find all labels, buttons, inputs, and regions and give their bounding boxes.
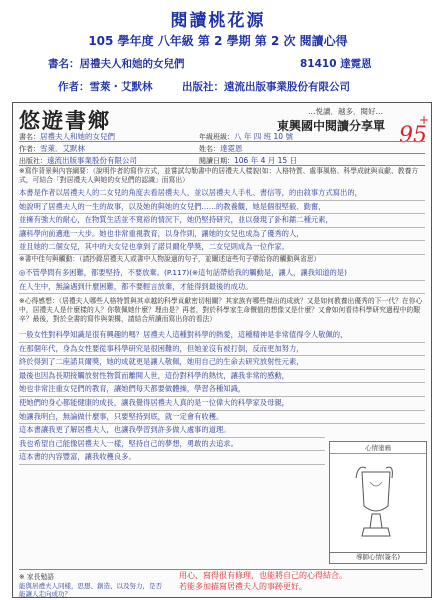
text-line: 並擁有強大的耐心，在物質生活並不寬裕的情況下，她仍堅持研究，並以發現了釙和鐳二種元素， xyxy=(19,214,425,228)
section-background-prompt: ※寫作背景與內容綱要：（說明作者的寫作方式，並嘗試勾勒書中的居禮夫人樣貌(如：人格特質、處事風格、科學成就與貢獻、教養方式，可結合「對居禮夫人與她的女兒們的認識」而寫出） xyxy=(19,167,419,184)
section-background-lines xyxy=(19,187,425,255)
row1-label: 書名： xyxy=(19,133,40,141)
row3-label: 出版社： xyxy=(19,157,47,165)
sheet-title: 東興國中閱讀分享單 xyxy=(276,119,385,133)
text-line: 這本書的內容豐富，讓我收穫良多。 xyxy=(19,451,325,465)
divider xyxy=(19,141,425,142)
text-line: 在人生中，無論遇到什麼困難，都不要輕言放棄，才能得到最後的成功。 xyxy=(19,281,425,295)
text-line: 最後也因為長期接觸放射性物質而離開人世，這份對科學的熱忱，讓我非常的感動， xyxy=(19,370,425,384)
text-line: 讓科學向前邁進一大步。她也非常重視教育，以身作則，讓她的女兒也成為了優秀的人， xyxy=(19,228,425,242)
comment-text: 能與居禮夫人同樣，思想、創造、以及努力，是否能讓人走向成功？ xyxy=(19,582,162,598)
row1-right-label: 年級班級： xyxy=(199,133,234,141)
doodle-label: 心情塗鴉 xyxy=(330,442,426,454)
text-line: 她讓我明白，無論做什麼事，只要堅持到底，就一定會有收穫。 xyxy=(19,411,425,425)
teacher-note-line: 若能多加描寫居禮夫人的事跡更好。 xyxy=(179,582,307,591)
text-line: ◎不管學問有多困難，都要堅持，不要放棄。(P.117)(※這句話帶給我的觸動是，讓人，讓我知道的是) xyxy=(19,267,425,281)
student-info: 81410 達霓恩 xyxy=(300,58,372,70)
text-line: 一般女性對科學知識是很有興趣的嗎？居禮夫人這種對科學的熱愛，這種精神是非常值得令人敬佩的， xyxy=(19,329,425,343)
row1-right-value: 八 年 四 班 10 號 xyxy=(234,132,293,141)
row3-value: 遠流出版事業股份有限公司 xyxy=(47,156,137,165)
row2-right-value: 達霓恩 xyxy=(220,144,243,153)
page-title: 閱讀桃花源 xyxy=(170,11,266,31)
row2-label: 作者： xyxy=(19,145,40,153)
text-line: 在那個年代，身為女性要從事科學研究是很困難的，但她並沒有被打倒，反而更加努力， xyxy=(19,343,425,357)
reading-sheet xyxy=(12,102,432,598)
text-line: 這本書讓我更了解居禮夫人，也讓我學習到許多做人處事的道理。 xyxy=(19,424,325,438)
doodle-box xyxy=(329,441,427,553)
row3-right-value: 106 年 4 月 15 日 xyxy=(234,156,298,165)
row2-right-label: 姓名： xyxy=(199,145,220,153)
row1-value: 居禮夫人和她的女兒們 xyxy=(40,132,115,141)
score-plus: + xyxy=(418,113,429,127)
divider xyxy=(19,165,425,166)
text-line: 她說明了居禮夫人的一生的故事，以及她的與她的女兒們……的教養觀，她是個很堅毅、勤奮， xyxy=(19,201,425,215)
book-title: 書名：居禮夫人和她的女兒們 xyxy=(48,58,185,70)
score: 95 xyxy=(399,123,427,148)
teacher-sign-label: 導師心情(簽名) xyxy=(329,551,427,564)
teacher-note-line: 用心、寫得很有條理，也能將自己的心得結合。 xyxy=(179,571,347,580)
row2-value: 雪萊．艾默林 xyxy=(40,144,85,153)
row3-right-label: 閱讀日期： xyxy=(199,157,234,165)
divider xyxy=(19,153,425,154)
section-reflection-prompt: ※心得感想：（居禮夫人哪些人格特質與其卓越的科學貢獻密切相關？其家族有哪些傑出的成就？又是如何教養出優秀的下一代？在你心中，居禮夫人是什麼樣的人？你敬佩她什麼？理由是？再者，對於科學家生命價值的想像又是什麼？又會如何看待科學研究過程中的艱辛？最後，對於全書的寫作與架構，請結合所讀而寫出你的看法） xyxy=(19,297,423,323)
section-quotes-prompt: ※書中佳句與觸動：（請抄錄居禮夫人或書中人物說過的句子，並闡述這些句子帶給你的觸動與省思） xyxy=(19,255,321,263)
publisher-info: 出版社：遠流出版事業股份有限公司 xyxy=(182,81,350,93)
text-line: 使她們的身心都能健康的成長，讓我覺得居禮夫人真的是一位偉大的科學家及母親， xyxy=(19,397,425,411)
text-line: 終於得到了二座諾貝爾獎，她的成就更是讓人敬佩，她用自己的生命去研究放射性元素， xyxy=(19,356,425,370)
author-info: 作者：雪萊・艾默林 xyxy=(58,81,153,93)
trophy-doodle-icon xyxy=(330,454,426,550)
sheet-logo: 悠遊書鄉 xyxy=(19,108,111,133)
text-line: 並且她的二個女兒，其中的大女兒也拿到了諾貝爾化學獎，二女兒則成為一位作家。 xyxy=(19,241,425,255)
sheet-slogan: …悦讀．越多．閱好… xyxy=(308,107,383,116)
text-line: 本書是作者以居禮夫人的二女兒的角度去看居禮夫人，並以居禮夫人手札、書信等，的由敘事方式寫出的， xyxy=(19,187,425,201)
text-line: 我也希望自己能像居禮夫人一樣，堅持自己的夢想，勇敢的去追求。 xyxy=(19,438,325,452)
teacher-note xyxy=(179,570,419,592)
page-subtitle: 105 學年度 八年級 第 2 學期 第 2 次 閱讀心得 xyxy=(88,34,348,48)
comment-section xyxy=(19,569,423,598)
text-line: 她也非常注重女兒們的教育，讓她們每天都要做體操，學習各種知識， xyxy=(19,383,425,397)
section-quotes-lines xyxy=(19,267,425,294)
comment-label: ※ 家長勉語 xyxy=(19,573,55,581)
